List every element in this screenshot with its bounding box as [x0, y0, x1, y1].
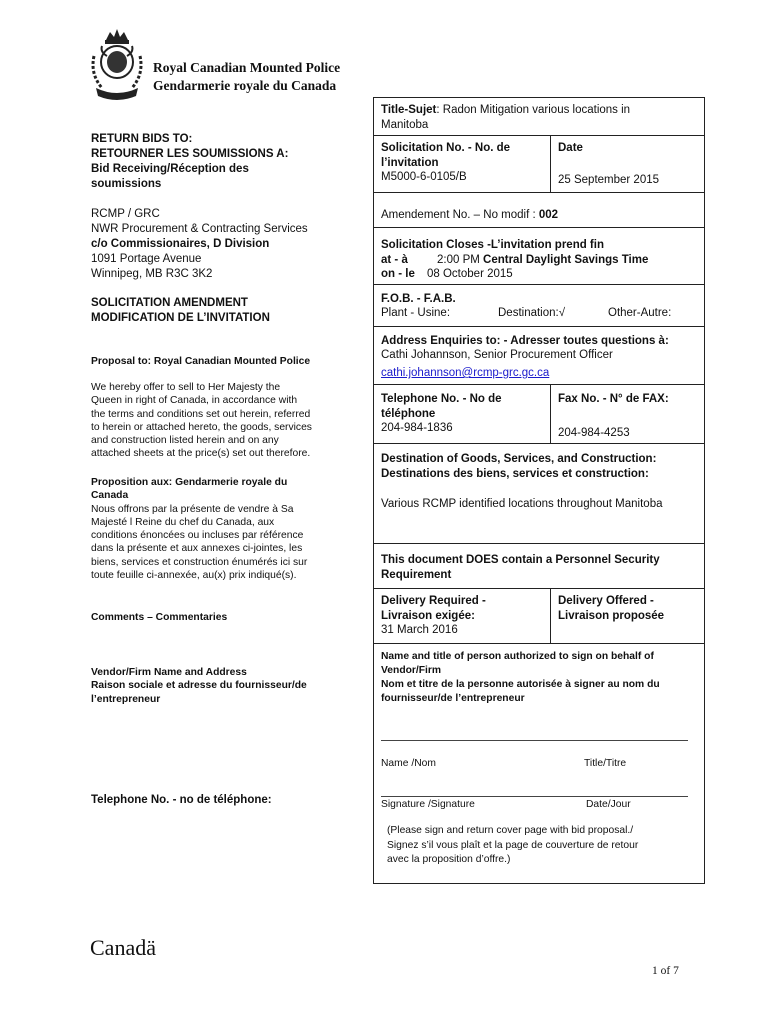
- signing-instructions: (Please sign and return cover page with bid proposal./ Signez s’il vous plaît et la page de couverture de retour avec la proposition d’offre.): [387, 825, 639, 865]
- date-label: Date: [558, 142, 583, 154]
- page-number: 1 of 7: [652, 965, 679, 977]
- org-name-fr: Gendarmerie royale du Canada: [153, 78, 337, 93]
- fob-plant: Plant - Usine:: [381, 307, 451, 319]
- fob-destination: Destination:√: [498, 307, 566, 319]
- closing-row: Solicitation Closes -L’invitation prend fin at - à 2:00 PM Central Daylight Savings Time on - le 08 October 2015: [374, 227, 704, 284]
- offer-text-fr: Proposition aux: Gendarmerie royale du Canada Nous offrons par la présente de vendre à Sa Majesté l Reine du chef du Canada, aux conditions énoncées ou incluses par référence dans la présente et aux annexes ci-jointes, les biens, services et construction énumérés ici sur toute feuille ci-annexée, au(x) prix indiqué(s).: [91, 477, 308, 582]
- telephone-label: Telephone No. - no de téléphone:: [91, 794, 272, 806]
- tel-fax-row: Telephone No. - No de téléphone 204-984-1836 Fax No. - N° de FAX: 204-984-4253: [374, 384, 704, 443]
- enquiries-name: Cathi Johannson, Senior Procurement Officer: [381, 349, 613, 361]
- amendment-number: 002: [538, 209, 559, 221]
- name-label: Name /Nom: [381, 758, 436, 769]
- proposal-to: Proposal to: Royal Canadian Mounted Police: [91, 356, 311, 367]
- enquiries-email-link[interactable]: cathi.johannson@rcmp-grc.gc.ca: [381, 367, 550, 379]
- signature-section: [374, 643, 704, 883]
- authorized-signatory-label: Name and title of person authorized to sign on behalf of Vendor/Firm Nom et titre de la personne autorisée à signer au nom du fournisseur/de l’entrepreneur: [381, 651, 660, 704]
- delivery-row: Delivery Required - Livraison exigée: 31 March 2016 Delivery Offered - Livraison proposée: [374, 588, 704, 643]
- name-title-signature-line[interactable]: [381, 740, 688, 741]
- fax-label: Fax No. - N° de FAX:: [558, 393, 669, 405]
- signature-date-line[interactable]: [381, 796, 688, 797]
- vendor-label: Vendor/Firm Name and Address Raison sociale et adresse du fournisseur/de l’entrepreneur: [91, 667, 307, 705]
- solicitation-row: Solicitation No. - No. de l’invitation M5000-6-0105/B Date 25 September 2015: [374, 135, 704, 192]
- solicitation-info-box: [373, 97, 705, 884]
- offer-text-en: We hereby offer to sell to Her Majesty the Queen in right of Canada, in accordance with the terms and conditions set out herein, referred to herein or attached hereto, the goods, services and construction listed herein and on any attached sheets at the price(s) set out therefore.: [91, 382, 312, 460]
- date-sig-label: Date/Jour: [586, 799, 631, 810]
- return-bids-heading: RETURN BIDS TO: RETOURNER LES SOUMISSIONS A: Bid Receiving/Réception des soumissions: [91, 133, 289, 190]
- closing-time: 2:00 PM: [437, 254, 480, 266]
- destination-value: Various RCMP identified locations throughout Manitoba: [381, 498, 663, 510]
- fob-other: Other-Autre:: [608, 307, 672, 319]
- security-requirement: This document DOES contain a Personnel Security Requirement: [381, 554, 660, 581]
- rcmp-crest-logo: [86, 26, 148, 104]
- enquiries-row: [374, 326, 704, 384]
- telephone-field-label: Telephone No. - No de: [381, 393, 502, 405]
- title-label: Title/Titre: [584, 758, 627, 769]
- fob-label: F.O.B. - F.A.B.: [381, 293, 456, 305]
- destination-row: [374, 443, 704, 543]
- fob-row: [374, 284, 704, 326]
- title-field: Title-Sujet: Radon Mitigation various locations in Manitoba: [381, 104, 631, 131]
- closing-timezone: Central Daylight Savings Time: [483, 254, 649, 266]
- amendment-heading: SOLICITATION AMENDMENT MODIFICATION DE L’INVITATION: [91, 297, 270, 324]
- org-name-en: Royal Canadian Mounted Police: [153, 60, 341, 75]
- destination-label: Destination of Goods, Services, and Construction: Destinations des biens, services et construction:: [381, 453, 657, 480]
- amendment-label: Amendement No. – No modif :: [381, 209, 536, 221]
- solicitation-number: M5000-6-0105/B: [381, 171, 467, 183]
- delivery-required-label: Delivery Required -: [381, 595, 486, 607]
- delivery-offered-label: Delivery Offered - Livraison proposée: [558, 595, 665, 622]
- solicitation-label: Solicitation No. - No. de: [381, 142, 511, 154]
- comments-label: Comments – Commentaries: [91, 612, 228, 623]
- return-address: RCMP / GRC NWR Procurement & Contracting Services c/o Commissionaires, D Division 1091 Portage Avenue Winnipeg, MB R3C 3K2: [91, 208, 308, 280]
- amendment-row: [374, 192, 704, 227]
- telephone-number: 204-984-1836: [381, 422, 453, 434]
- enquiries-label: Address Enquiries to: - Adresser toutes questions à:: [381, 335, 669, 347]
- closing-date: 08 October 2015: [427, 268, 513, 280]
- delivery-required-date: 31 March 2016: [381, 624, 458, 636]
- canada-wordmark-logo: Canadä: [90, 935, 156, 960]
- date-value: 25 September 2015: [558, 174, 660, 186]
- signature-label: Signature /Signature: [381, 799, 475, 810]
- closing-label: Solicitation Closes -L’invitation prend fin: [381, 239, 604, 251]
- fax-number: 204-984-4253: [558, 427, 630, 439]
- security-row: [374, 543, 704, 588]
